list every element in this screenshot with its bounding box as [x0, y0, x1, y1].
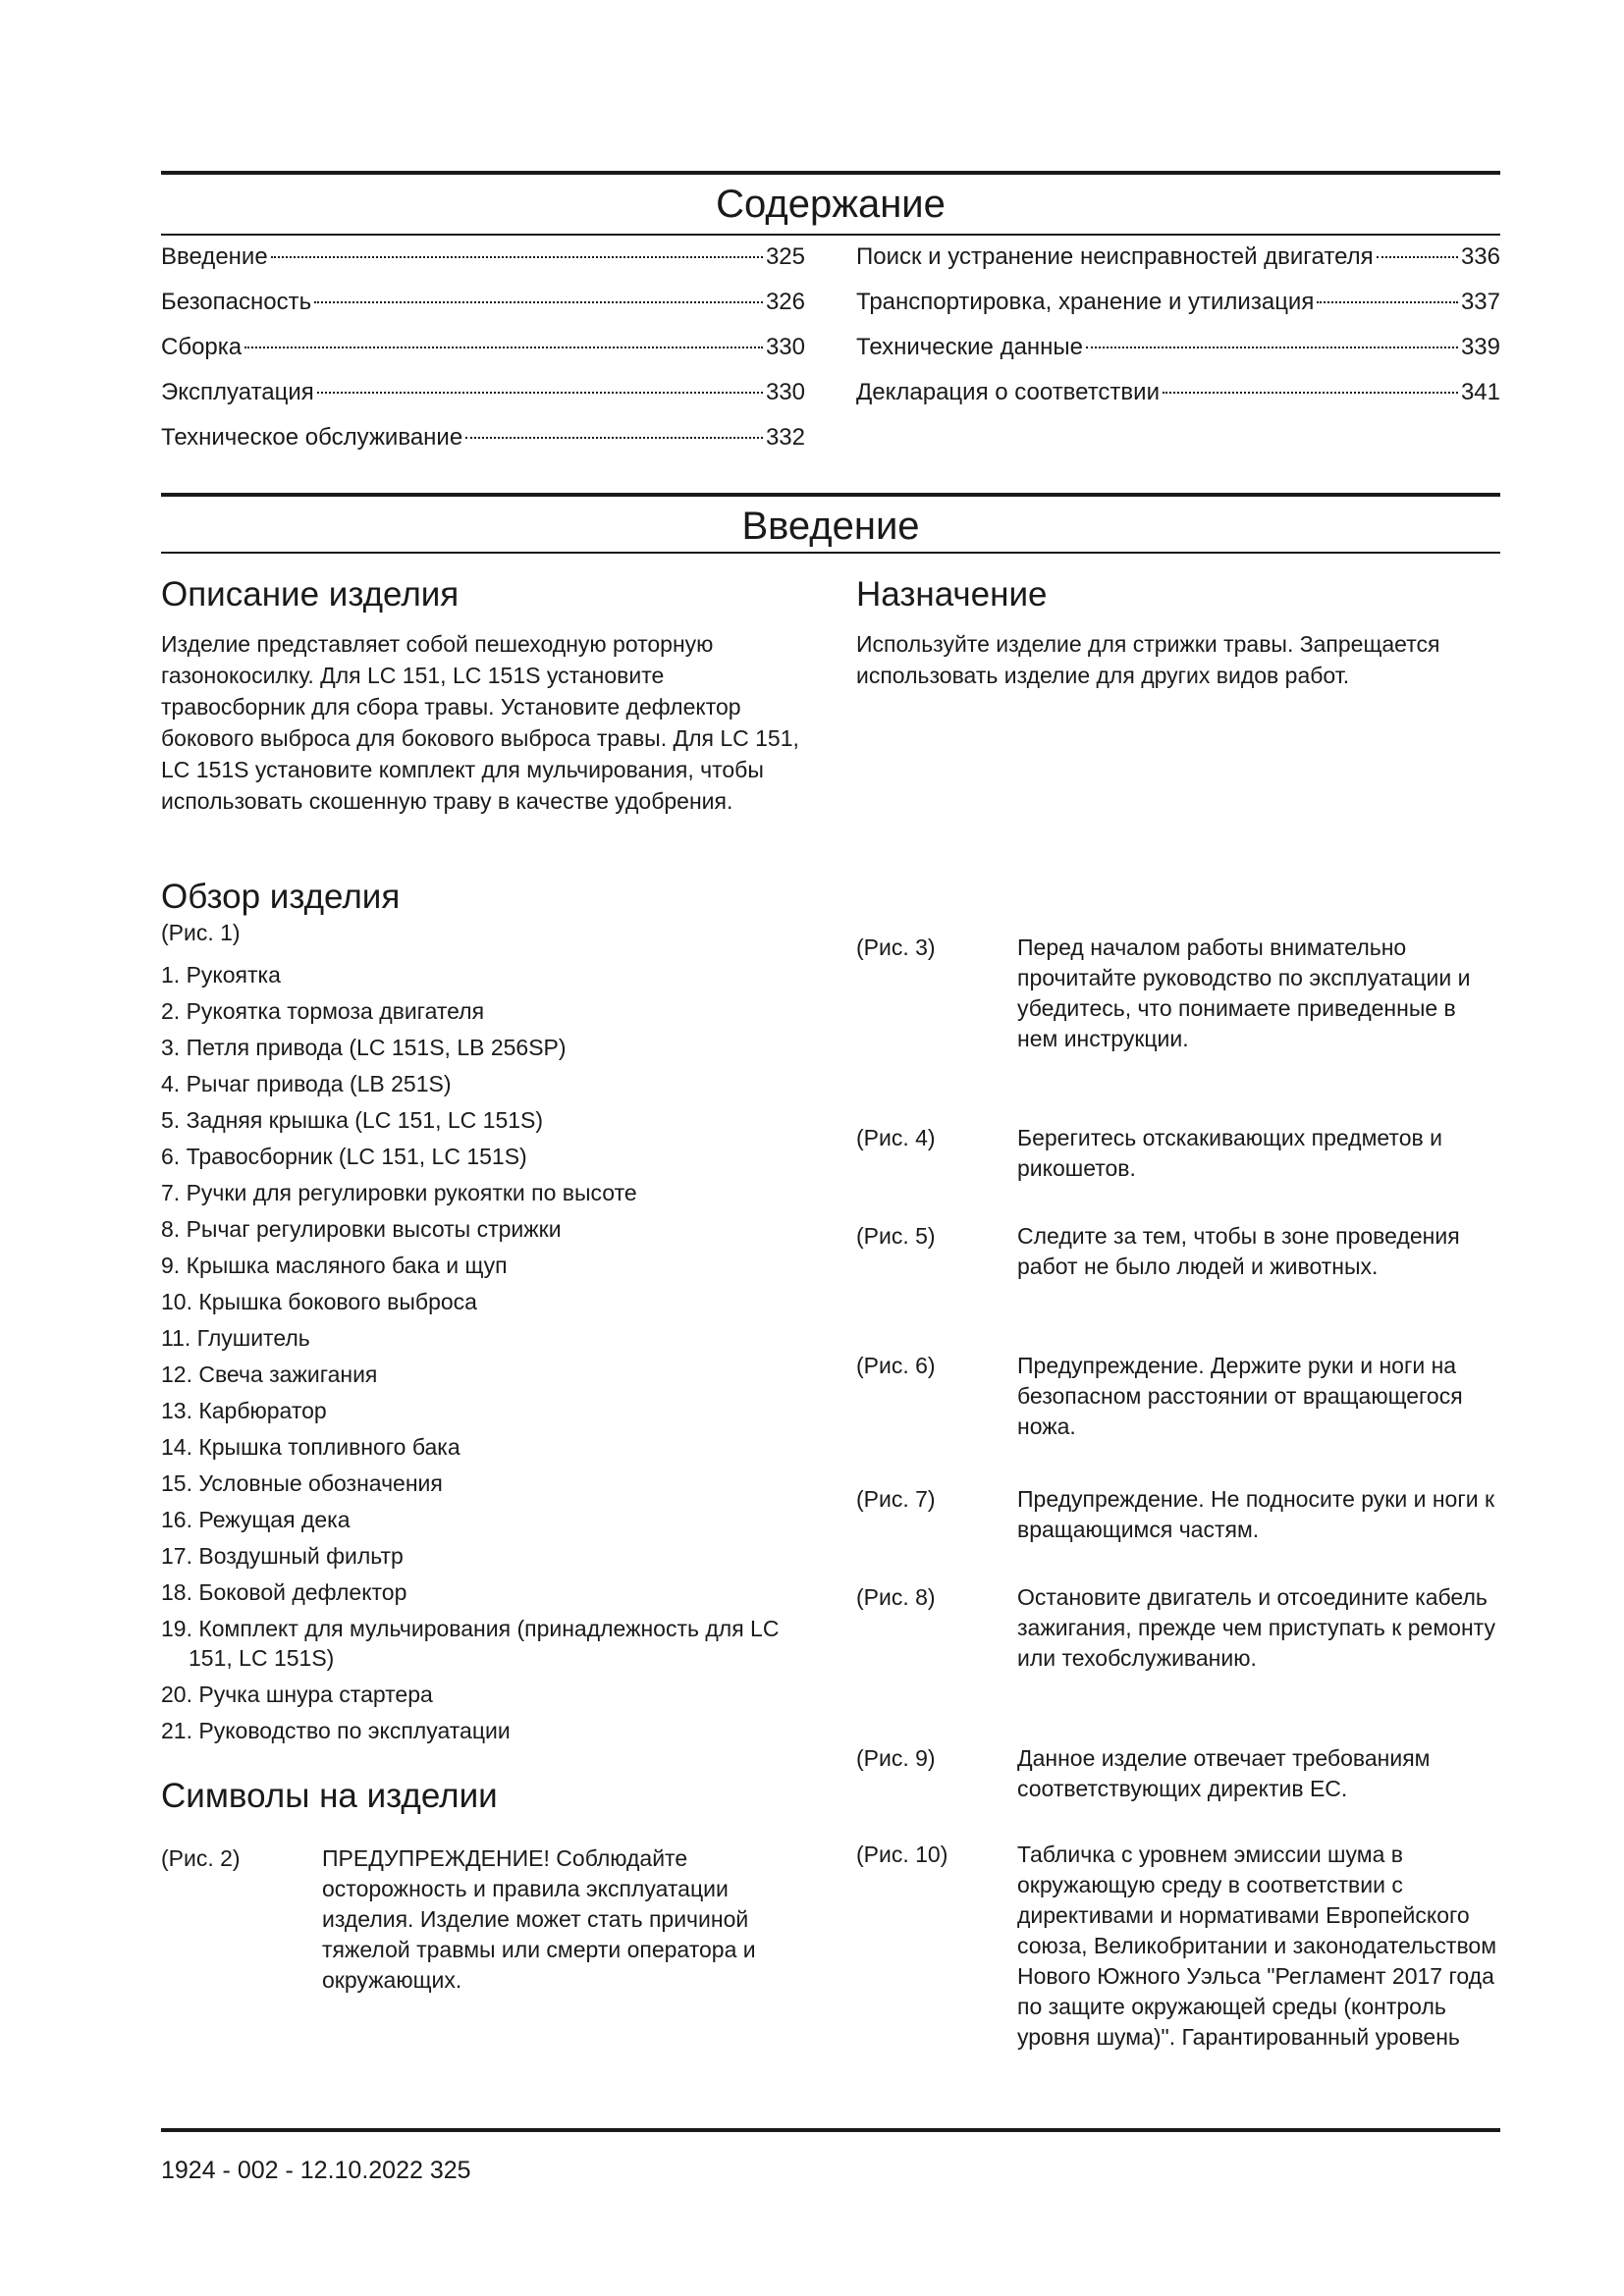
list-item: 18. Боковой дефлектор	[161, 1579, 407, 1605]
symbol-figure-ref: (Рис. 3)	[856, 934, 936, 960]
symbol-description: Следите за тем, чтобы в зоне проведения работ не было людей и животных.	[1017, 1223, 1460, 1279]
symbol-description: Остановите двигатель и отсоедините кабель зажигания, прежде чем приступать к ремонту или техобслуживанию.	[1017, 1584, 1495, 1671]
toc-right-column	[856, 243, 1500, 424]
symbol-entry	[856, 1743, 1500, 1804]
toc-entry[interactable]: Техническое обслуживание 332	[161, 424, 805, 451]
toc-title: Содержание	[716, 183, 946, 226]
symbol-entry	[161, 1843, 805, 1996]
toc-entry[interactable]: Сборка 330	[161, 334, 805, 360]
toc-entry[interactable]: Введение 325	[161, 243, 805, 270]
list-item: 9. Крышка масляного бака и щуп	[161, 1253, 508, 1278]
toc-top-rule	[161, 171, 1500, 175]
page-footer	[161, 2155, 471, 2186]
symbol-description: Предупреждение. Не подносите руки и ноги к вращающимся частям.	[1017, 1486, 1495, 1542]
toc-entry[interactable]: Безопасность 326	[161, 289, 805, 315]
list-item: 19. Комплект для мульчирования (принадлежность для LC 151, LC 151S)	[161, 1616, 780, 1671]
toc-title-rule	[161, 234, 1500, 236]
toc-entry[interactable]: Эксплуатация 330	[161, 379, 805, 405]
product-description-text: Изделие представляет собой пешеходную роторную газонокосилку. Для LC 151, LC 151S установите травосборник для сбора травы. Установите дефлектор бокового выброса для бокового выброса травы. Для LC 151, LC 151S установите комплект для мульчирования, чтобы использовать скошенную траву в качестве удобрения.	[161, 631, 799, 814]
list-item: 21. Руководство по эксплуатации	[161, 1718, 511, 1743]
list-item: 7. Ручки для регулировки рукоятки по высоте	[161, 1180, 637, 1205]
product-description-section	[161, 573, 805, 817]
toc-entry[interactable]: Декларация о соответствии 341	[856, 379, 1500, 405]
symbol-entry	[856, 933, 1500, 1054]
product-overview-section	[161, 876, 805, 1752]
product-parts-list	[161, 960, 805, 1745]
list-item: 12. Свеча зажигания	[161, 1362, 378, 1387]
purpose-heading: Назначение	[856, 575, 1048, 614]
symbol-entry	[856, 1840, 1500, 2053]
symbol-figure-ref: (Рис. 9)	[856, 1745, 936, 1771]
list-item: 2. Рукоятка тормоза двигателя	[161, 998, 485, 1024]
list-item: 20. Ручка шнура стартера	[161, 1682, 433, 1707]
symbol-figure-ref: (Рис. 8)	[856, 1584, 936, 1610]
product-overview-figure-ref: (Рис. 1)	[161, 920, 241, 945]
list-item: 4. Рычаг привода (LB 251S)	[161, 1071, 452, 1096]
symbol-figure-ref: (Рис. 7)	[856, 1486, 936, 1512]
list-item: 17. Воздушный фильтр	[161, 1543, 404, 1569]
toc-entry[interactable]: Транспортировка, хранение и утилизация 337	[856, 289, 1500, 315]
symbol-figure-ref: (Рис. 10)	[856, 1842, 948, 1867]
symbol-entry	[856, 1484, 1500, 1545]
symbol-figure-ref: (Рис. 4)	[856, 1125, 936, 1150]
footer-rule	[161, 2128, 1500, 2132]
symbols-section	[161, 1775, 805, 1996]
symbol-figure-ref: (Рис. 5)	[856, 1223, 936, 1249]
symbol-description: ПРЕДУПРЕЖДЕНИЕ! Соблюдайте осторожность и правила эксплуатации изделия. Изделие может стать причиной тяжелой травмы или смерти оператора и окружающих.	[322, 1845, 756, 1993]
list-item: 3. Петля привода (LC 151S, LB 256SP)	[161, 1035, 567, 1060]
list-item: 14. Крышка топливного бака	[161, 1434, 460, 1460]
page-number: 325	[429, 2157, 471, 2184]
list-item: 15. Условные обозначения	[161, 1470, 443, 1496]
toc-entry[interactable]: Технические данные 339	[856, 334, 1500, 360]
document-code: 1924 - 002 - 12.10.2022	[161, 2157, 423, 2184]
product-description-heading: Описание изделия	[161, 575, 460, 614]
symbol-description: Табличка с уровнем эмиссии шума в окружающую среду в соответствии с директивами и нормативами Европейского союза, Великобритании и законодательством Нового Южного Уэльса "Регламент 2017 года по защите окружающей среды (контроль уровня шума)". Гарантированный уровень	[1017, 1842, 1497, 2050]
symbol-entry	[856, 1221, 1500, 1282]
symbol-description: Перед началом работы внимательно прочитайте руководство по эксплуатации и убедитесь, что понимаете приведенные в нем инструкции.	[1017, 934, 1471, 1051]
list-item: 1. Рукоятка	[161, 962, 281, 988]
intro-top-rule	[161, 493, 1500, 497]
symbols-heading: Символы на изделии	[161, 1777, 498, 1815]
symbol-description: Данное изделие отвечает требованиям соответствующих директив ЕС.	[1017, 1745, 1431, 1801]
toc-entry[interactable]: Поиск и устранение неисправностей двигателя 336	[856, 243, 1500, 270]
purpose-section	[856, 573, 1500, 691]
list-item: 10. Крышка бокового выброса	[161, 1289, 477, 1314]
list-item: 11. Глушитель	[161, 1325, 310, 1351]
intro-title-rule	[161, 552, 1500, 554]
symbol-entry	[856, 1582, 1500, 1674]
symbol-figure-ref: (Рис. 2)	[161, 1845, 241, 1871]
list-item: 16. Режущая дека	[161, 1507, 351, 1532]
symbol-description: Предупреждение. Держите руки и ноги на безопасном расстоянии от вращающегося ножа.	[1017, 1353, 1463, 1439]
symbol-figure-ref: (Рис. 6)	[856, 1353, 936, 1378]
purpose-text: Используйте изделие для стрижки травы. Запрещается использовать изделие для других видов работ.	[856, 631, 1440, 688]
toc-left-column	[161, 243, 805, 469]
list-item: 5. Задняя крышка (LC 151, LC 151S)	[161, 1107, 544, 1133]
symbol-entry	[856, 1123, 1500, 1184]
product-overview-heading: Обзор изделия	[161, 878, 401, 916]
symbol-description: Берегитесь отскакивающих предметов и рикошетов.	[1017, 1125, 1442, 1181]
symbol-entry	[856, 1351, 1500, 1442]
intro-title: Введение	[741, 505, 920, 548]
list-item: 8. Рычаг регулировки высоты стрижки	[161, 1216, 562, 1242]
list-item: 13. Карбюратор	[161, 1398, 327, 1423]
list-item: 6. Травосборник (LC 151, LC 151S)	[161, 1144, 527, 1169]
